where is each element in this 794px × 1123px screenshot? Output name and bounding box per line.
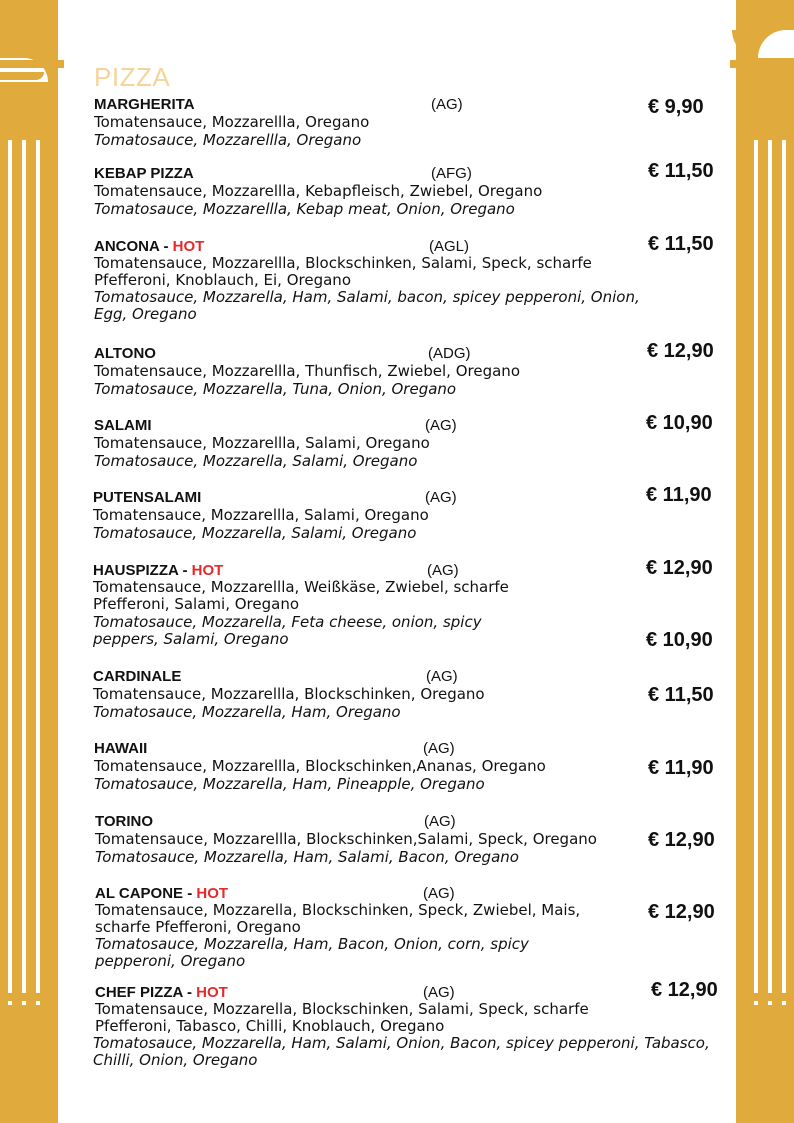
menu-item-chef-pizza bbox=[95, 985, 715, 1069]
item-description-de: Tomatensauce, Mozzarellla, Blockschinken, Oregano bbox=[93, 685, 485, 703]
right-capital-decoration bbox=[674, 0, 794, 140]
item-name: MARGHERITA bbox=[94, 96, 195, 113]
item-description-de: Tomatensauce, Mozzarellla, Kebapfleisch, Zwiebel, Oregano bbox=[94, 182, 543, 200]
item-name: PUTENSALAMI bbox=[93, 489, 202, 506]
item-description-de: Tomatensauce, Mozzarellla, Salami, Oregano bbox=[94, 434, 430, 452]
item-name: CHEF PIZZA - HOT bbox=[95, 984, 228, 1001]
item-name: HAUSPIZZA - HOT bbox=[93, 562, 224, 579]
item-description-de: Tomatensauce, Mozzarellla, Blockschinken,Salami, Speck, Oregano bbox=[95, 830, 597, 848]
price: € 11,90 bbox=[646, 484, 712, 506]
price: € 11,50 bbox=[648, 160, 714, 182]
menu-item-kebap-pizza bbox=[94, 166, 654, 218]
allergen-code: (AG) bbox=[424, 813, 456, 830]
item-description-de: Tomatensauce, Mozzarellla, Oregano bbox=[94, 113, 370, 131]
allergen-code: (AG) bbox=[431, 96, 463, 113]
item-description-en: Tomatosauce, Mozzarellla, Kebap meat, Onion, Oregano bbox=[94, 200, 515, 218]
menu-item-cardinale bbox=[93, 669, 653, 721]
item-description-en: Tomatosauce, Mozzarella, Ham, Bacon, Onion, corn, spicy pepperoni, Oregano bbox=[95, 935, 529, 970]
item-description-de: Tomatensauce, Mozzarella, Blockschinken, Speck, Zwiebel, Mais, scharfe Pfefferoni, Oregano bbox=[95, 901, 581, 936]
price: € 12,90 bbox=[648, 829, 715, 851]
item-description-de: Tomatensauce, Mozzarellla, Blockschinken,Ananas, Oregano bbox=[94, 757, 546, 775]
allergen-code: (AG) bbox=[425, 417, 457, 434]
allergen-code: (AG) bbox=[427, 562, 459, 579]
allergen-code: (AG) bbox=[423, 740, 455, 757]
menu-item-ancona bbox=[94, 239, 654, 323]
menu-item-al-capone bbox=[95, 886, 655, 970]
item-description-en: Tomatosauce, Mozzarella, Feta cheese, onion, spicy peppers, Salami, Oregano bbox=[93, 613, 482, 648]
right-base-decoration bbox=[714, 993, 794, 1123]
item-description-en: Tomatosauce, Mozzarella, Ham, Salami, Bacon, Oregano bbox=[95, 848, 519, 866]
menu-item-torino bbox=[95, 814, 655, 866]
left-base-decoration bbox=[0, 993, 80, 1123]
price: € 11,50 bbox=[648, 684, 714, 706]
allergen-code: (AG) bbox=[423, 984, 455, 1001]
item-description-en: Tomatosauce, Mozzarella, Salami, Oregano bbox=[94, 452, 418, 470]
item-description-en: Tomatosauce, Mozzarella, Ham, Pineapple, Oregano bbox=[94, 775, 485, 793]
price: € 12,90 bbox=[651, 979, 718, 1001]
item-description-de: Tomatensauce, Mozzarellla, Salami, Oregano bbox=[93, 506, 429, 524]
item-description-de: Tomatensauce, Mozzarellla, Blockschinken, Salami, Speck, scharfe Pfefferoni, Knoblauch, Ei, Oregano bbox=[94, 254, 592, 289]
allergen-code: (AG) bbox=[425, 489, 457, 506]
item-description-en: Tomatosauce, Mozzarella, Salami, Oregano bbox=[93, 524, 417, 542]
allergen-code: (AGL) bbox=[429, 238, 470, 255]
item-description-de: Tomatensauce, Mozzarella, Blockschinken, Salami, Speck, scharfe Pfefferoni, Tabasco, Chilli, Knoblauch, Oregano bbox=[95, 1000, 589, 1035]
price: € 12,90 bbox=[648, 901, 715, 923]
allergen-code: (AG) bbox=[423, 885, 455, 902]
item-name: HAWAII bbox=[94, 740, 148, 757]
allergen-code: (ADG) bbox=[428, 345, 471, 362]
item-name: ANCONA - HOT bbox=[94, 238, 205, 255]
price: € 12,90 bbox=[646, 557, 713, 579]
price: € 11,90 bbox=[648, 757, 714, 779]
price: € 10,90 bbox=[646, 629, 713, 651]
item-description-en: Tomatosauce, Mozzarella, Tuna, Onion, Oregano bbox=[94, 380, 457, 398]
item-name: ALTONO bbox=[94, 345, 156, 362]
allergen-code: (AFG) bbox=[431, 165, 472, 182]
menu-item-putensalami bbox=[93, 490, 653, 542]
item-description-de: Tomatensauce, Mozzarellla, Weißkäse, Zwiebel, scharfe Pfefferoni, Salami, Oregano bbox=[93, 578, 509, 613]
price: € 12,90 bbox=[647, 340, 714, 362]
section-title: PIZZA bbox=[94, 62, 171, 92]
allergen-code: (AG) bbox=[426, 668, 458, 685]
item-description-en: Tomatosauce, Mozzarella, Ham, Salami, Onion, Bacon, spicey pepperoni, Tabasco, Chilli, Onion, Oregano bbox=[93, 1034, 710, 1069]
item-name: SALAMI bbox=[94, 417, 152, 434]
menu-item-hauspizza bbox=[93, 563, 653, 648]
menu-item-salami bbox=[94, 418, 654, 470]
price: € 11,50 bbox=[648, 233, 714, 255]
price: € 9,90 bbox=[648, 96, 704, 118]
right-column-decoration bbox=[734, 0, 794, 1123]
menu-item-margherita bbox=[94, 97, 654, 149]
item-name: KEBAP PIZZA bbox=[94, 165, 194, 182]
left-column-decoration bbox=[0, 0, 60, 1123]
price: € 10,90 bbox=[646, 412, 713, 434]
item-description-en: Tomatosauce, Mozzarellla, Oregano bbox=[94, 131, 362, 149]
item-description-de: Tomatensauce, Mozzarellla, Thunfisch, Zwiebel, Oregano bbox=[94, 362, 520, 380]
item-name: TORINO bbox=[95, 813, 154, 830]
item-name: CARDINALE bbox=[93, 668, 182, 685]
menu-item-hawaii bbox=[94, 741, 654, 793]
item-description-en: Tomatosauce, Mozzarella, Ham, Oregano bbox=[93, 703, 401, 721]
item-name: AL CAPONE - HOT bbox=[95, 885, 229, 902]
menu-item-altono bbox=[94, 346, 654, 398]
item-description-en: Tomatosauce, Mozzarella, Ham, Salami, bacon, spicey pepperoni, Onion, Egg, Oregano bbox=[94, 288, 640, 323]
